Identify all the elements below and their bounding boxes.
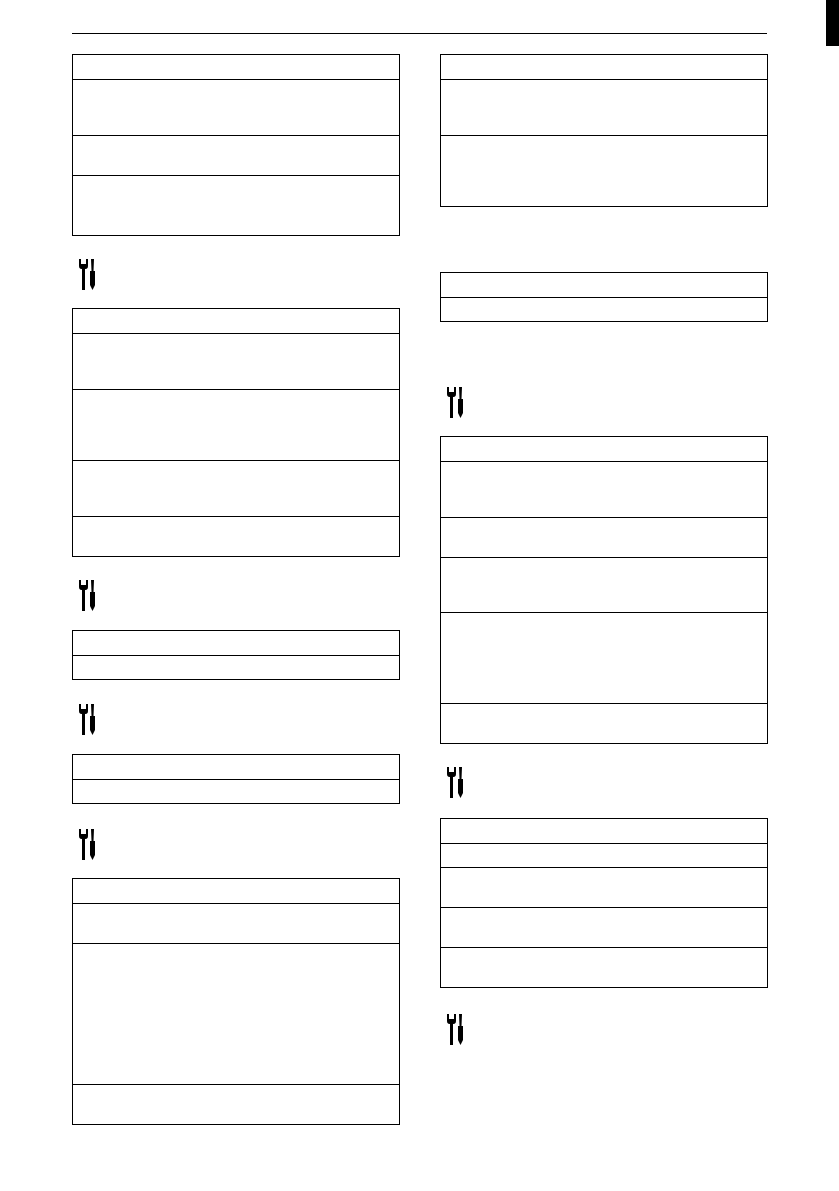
wrench-screwdriver-icon <box>446 1012 466 1046</box>
table-row <box>441 557 767 612</box>
table-row <box>73 655 399 679</box>
table <box>440 436 768 744</box>
header-rule <box>72 33 767 34</box>
table-row <box>73 779 399 803</box>
wrench-screwdriver-icon <box>446 765 466 799</box>
wrench-screwdriver-icon <box>78 702 98 736</box>
table <box>72 308 400 557</box>
table-row <box>441 135 767 206</box>
table-row <box>73 903 399 943</box>
right-column <box>440 54 768 1054</box>
table-row <box>73 516 399 556</box>
table-row <box>73 460 399 516</box>
table <box>72 54 400 236</box>
table <box>72 630 400 680</box>
table-header-row <box>73 631 399 655</box>
table-row <box>441 297 767 321</box>
table-header-row <box>73 309 399 333</box>
table-header-row <box>441 819 767 843</box>
table-header-row <box>441 273 767 297</box>
page-margin-tab <box>826 0 839 46</box>
table-row <box>441 947 767 987</box>
table-header-row <box>73 755 399 779</box>
table-row <box>441 517 767 557</box>
table-row <box>441 79 767 135</box>
table-header-row <box>73 879 399 903</box>
table-header-row <box>441 437 767 461</box>
wrench-screwdriver-icon <box>78 827 98 861</box>
table-row <box>73 79 399 135</box>
table <box>72 754 400 804</box>
table-row <box>441 612 767 703</box>
table-row <box>73 389 399 460</box>
left-column <box>72 54 400 1126</box>
table-row <box>441 703 767 743</box>
wrench-screwdriver-icon <box>446 385 466 419</box>
table-header-row <box>73 55 399 79</box>
table <box>72 878 400 1125</box>
table <box>440 818 768 988</box>
table-row <box>73 1084 399 1124</box>
table-row <box>441 907 767 947</box>
table-row <box>73 135 399 175</box>
table-row <box>441 843 767 867</box>
table-row <box>73 943 399 1084</box>
table-row <box>441 461 767 517</box>
table <box>440 272 768 322</box>
table <box>440 54 768 207</box>
wrench-screwdriver-icon <box>78 578 98 612</box>
table-header-row <box>441 55 767 79</box>
table-row <box>441 867 767 907</box>
table-row <box>73 175 399 235</box>
table-row <box>73 333 399 389</box>
wrench-screwdriver-icon <box>78 257 98 291</box>
